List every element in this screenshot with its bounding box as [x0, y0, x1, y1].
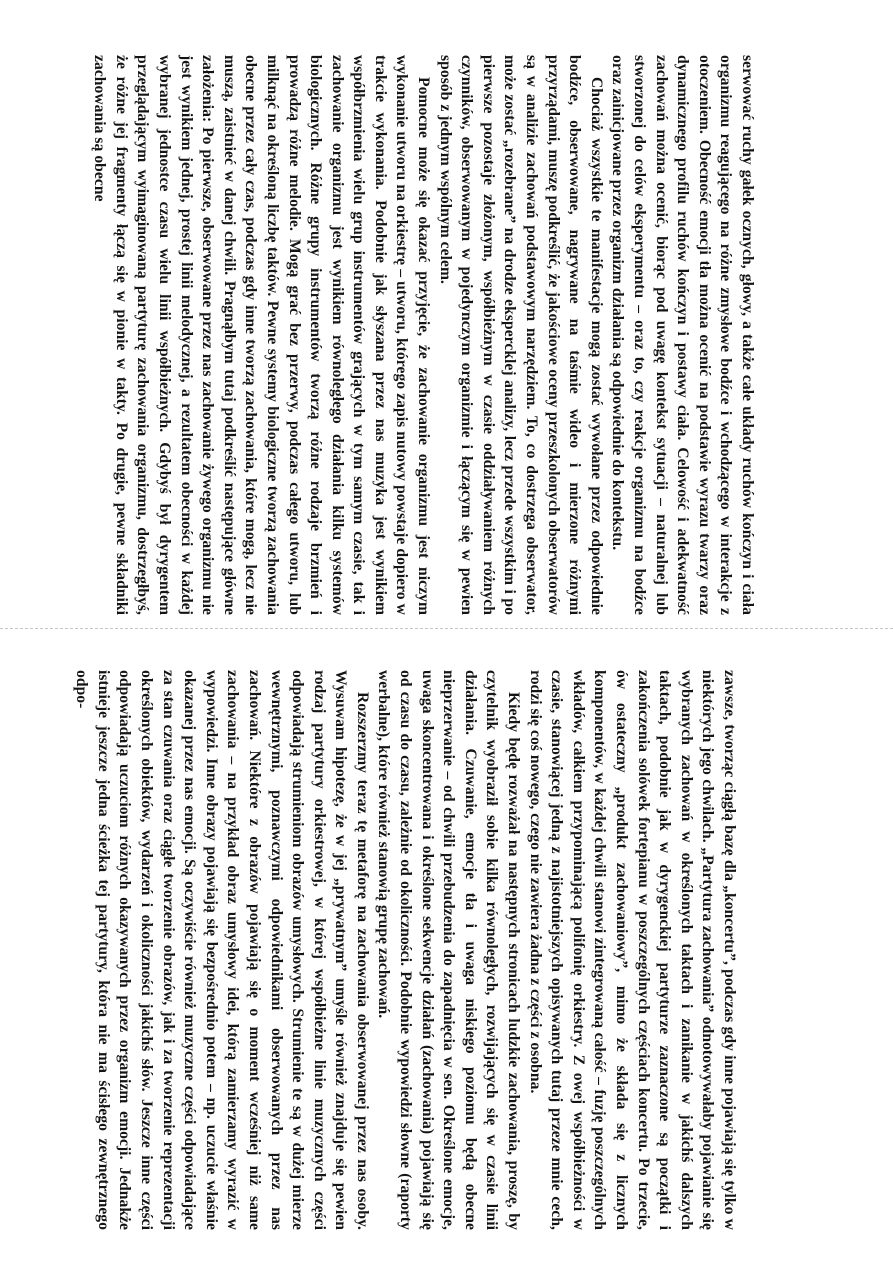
- page-fold: [0, 628, 893, 629]
- paragraph: Chociaż wszystkie te manifestacje mogą zostać wywołane przez odpowiednie bodźce, obserwowane, nagrywane na taśmie wideo i mierzone różnymi przyrządami, muszę podkreślić, że jakościowe oceny przeszkolonych obserwatorów są w analizie zachowań podstawowym narzędziem. To, co dostrzega obserwator, może zostać „rozebrane” na drodze ekspercklej analizy, lecz przede wszystkim i po pierwsze pozostaje złożonym, współbieżnym w czasie oddziaływaniem różnych czynników, obserwowanym w pojedynczym organizmie i łączącym się w pewien sposób z jednym wspólnym celem.: [436, 55, 605, 615]
- paragraph: Kiedy będę rozważał na następnych stronicach ludzkie zachowania, proszę, by czytelnik wyobraził sobie kilka równoległych, rozwijających się w czasie linii działania. Czuwanie, emocje tła i uwaga niskiego poziomu będą obecne nieprzerwanie – od chwili przebudzenia do zapadnięcia w sen. Określone emocje, uwaga skoncentrowana i określone sekwencje działań (zachowania) pojawiają się od czasu do czasu, zależnie od okoliczności. Podobnie wypowiedzi słowne (raporty werbalne), które również stanowią grupę zachowań.: [375, 670, 523, 1230]
- left-page: [0, 55, 758, 615]
- right-page-text: [71, 670, 740, 1230]
- left-page-text: [89, 55, 758, 615]
- right-page: [0, 670, 740, 1230]
- paragraph: serwować ruchy gałek ocznych, głowy, a także całe układy ruchów kończyn i ciała organizmu reagującego na różne zmysłowe bodźce i wchodzącego w interakcje z otoczeniem. Obecność emocji tła można ocenić na podstawie wyrazu twarzy oraz dynamicznego profilu ruchów kończyn i postawy ciała. Celowość i adekwatność zachowań można ocenić, biorąc pod uwagę kontekst sytuacji – naturalnej lub stworzonej do celów eksperymentu – oraz to, czy reakcje organizmu na bodźce oraz zainicjowane przez organizm działania są odpowiednie do kontekstu.: [609, 55, 756, 615]
- paragraph: zawsze, tworząc ciągłą bazę dla „koncertu”, podczas gdy inne pojawiają się tylko w niektórych jego chwilach. „Partytura zachowania” odnotowywałaby pojawianie się wybranych zachowań w określonych taktach i zanikanie w jakichś dalszych taktach, podobnie jak w dyrygenckiej partyturze zaznaczone są początki i zakończenia solówek fortepianu w poszczególnych częściach koncertu. Po trzecie, ów ostateczny „produkt zachowaniowy”, mimo że składa się z licznych komponentów, w każdej chwili stanowi zintegrowaną całość – fuzję poszczególnych wkładów, całkiem przypominającą polifonię orkiestry. Z owej współbieżności w czasie, stanowiącej jedną z najistotniejszych opisywanych tutaj przeze mnie cech, rodzi się coś nowego, czego nie zawiera żadna z części z osobna.: [526, 670, 738, 1230]
- paragraph: Rozszerzmy teraz tę metaforę na zachowania obserwowanej przez nas osoby. Wysuwam hipotezę, że w jej „prywatnym” umyśle również znajduje się pewien rodzaj partytury orkiestrowej, w której współbieżne linie muzycznych części odpowiadają strumieniom obrazów umysłowych. Strumienie te są w dużej mierze wewnętrznymi, poznawczymi odpowiednikami obserwowanych przez nas zachowań. Niektóre z obrazów pojawiają się o moment wcześniej niż same zachowania – na przykład obraz umysłowy idei, którą zamierzamy wyrazić w wypowiedzi. Inne obrazy pojawiają się bezpośrednio potem – np. uczucie właśnie okazanej przez nas emocji. Są oczywiście również muzyczne części odpowiadające za stan czuwania oraz ciągłe tworzenie obrazów, jak i za tworzenie reprezentacji określonych obiektów, wydarzeń i okoliczności jakichś słów. Jeszcze inne części odpowiadają uczuciom różnych okazywanych przez organizm emocji. Jednakże istnieje jeszcze jedna ścieżka tej partytury, która nie ma ścisłego zewnętrznego odpo-: [73, 670, 371, 1230]
- paragraph: Pomocne może się okazać przyjęcie, że zachowanie organizmu jest niczym wykonanie utworu na orkiestrę – utworu, którego zapis nutowy powstaje dopiero w trakcie wykonania. Podobnie jak słyszana przez nas muzyka jest wynikiem współbrzmienia wielu grup instrumentów grających w tym samym czasie, tak i zachowanie organizmu jest wynikiem równoległego działania kilku systemów biologicznych. Różne grupy instrumentów tworzą różne rodzaje brzmień i prowadzą różne melodie. Mogą grać bez przerwy, podczas całego utworu, lub milknąć na określoną liczbę taktów. Pewne systemy biologiczne tworzą zachowania obecne przez cały czas, podczas gdy inne tworzą zachowania, które mogą, lecz nie muszą, zaistnieć w danej chwili. Pragnąłbym tutaj podkreślić następujące główne założenia: Po pierwsze, obserwowane przez nas zachowanie żywego organizmu nie jest wynikiem jednej, prostej linii melodycznej, a rezultatem obecności w każdej wybranej jednostce czasu wielu linii współbieżnych. Gdybyś był dyrygentem przeglądającym wyimaginowaną partyturę zachowania organizmu, dostrzegłbyś, że różne jej fragmenty łączą się w pionie w takty. Po drugie, pewne składniki zachowania są obecne: [91, 55, 433, 615]
